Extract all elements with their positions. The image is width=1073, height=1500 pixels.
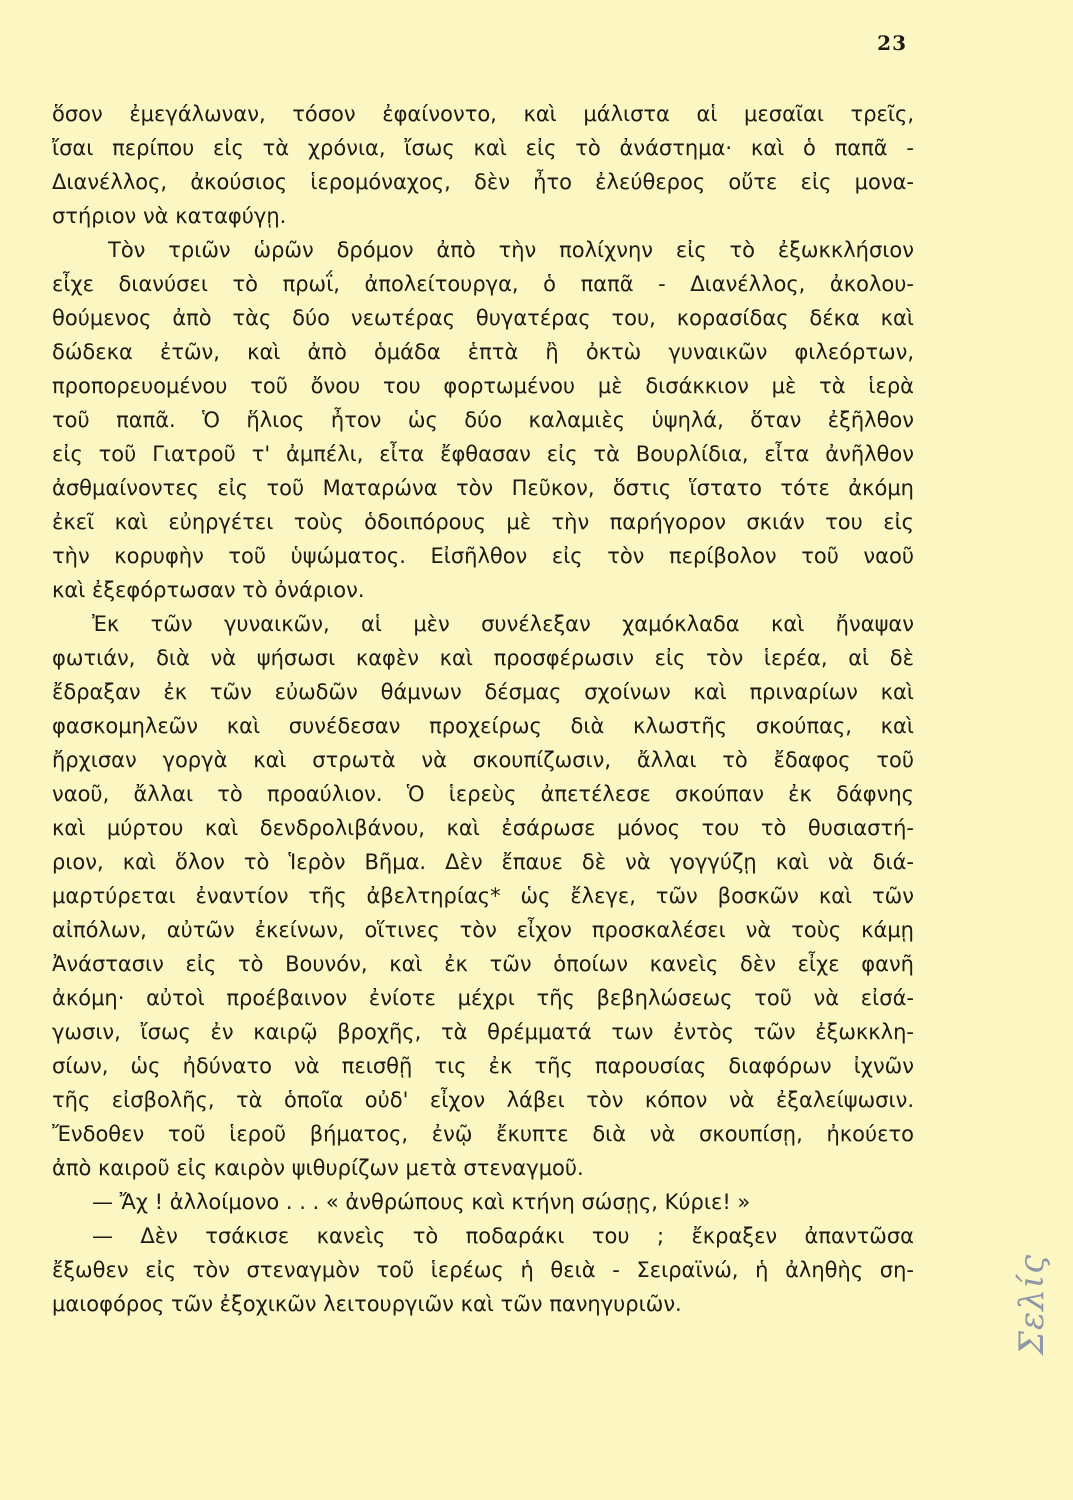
text-line: εἰς τοῦ Γιατροῦ τ' ἀμπέλι, εἶτα ἔφθασαν εἰς τὰ Βουρλίδια, εἶτα ἀνῆλθον xyxy=(52,442,914,466)
text-line: ἀκόμη· αὐτοὶ προέβαινον ἐνίοτε μέχρι τῆς βεβηλώσεως τοῦ νὰ εἰσά- xyxy=(52,986,914,1010)
text-line: τὴν κορυφὴν τοῦ ὑψώματος. Εἰσῆλθον εἰς τὸν περίβολον τοῦ ναοῦ xyxy=(52,544,914,568)
text-line: αἰπόλων, αὐτῶν ἐκείνων, οἵτινες τὸν εἶχον προσκαλέσει νὰ τοὺς κάμῃ xyxy=(52,918,914,942)
text-line: μαρτύρεται ἐναντίον τῆς ἀβελτηρίας* ὡς ἔλεγε, τῶν βοσκῶν καὶ τῶν xyxy=(52,884,914,908)
body-text xyxy=(52,97,914,1321)
margin-annotation xyxy=(1002,1210,1052,1360)
text-line: σίων, ὡς ἠδύνατο νὰ πεισθῇ τις ἐκ τῆς παρουσίας διαφόρων ἰχνῶν xyxy=(52,1054,914,1078)
margin-annotation-text: Σελίς xyxy=(1012,1253,1052,1355)
page-number: 23 xyxy=(877,31,907,55)
text-line: θούμενος ἀπὸ τὰς δύο νεωτέρας θυγατέρας του, κορασίδας δέκα καὶ xyxy=(52,306,914,330)
text-line: εἶχε διανύσει τὸ πρωΐ, ἀπολείτουργα, ὁ παπᾶ - Διανέλλος, ἀκολου- xyxy=(52,272,914,296)
text-line: Ἔνδοθεν τοῦ ἱεροῦ βήματος, ἐνῷ ἔκυπτε διὰ νὰ σκουπίσῃ, ἠκούετο xyxy=(52,1122,914,1146)
text-line: δώδεκα ἐτῶν, καὶ ἀπὸ ὁμάδα ἑπτὰ ἢ ὀκτὼ γυναικῶν φιλεόρτων, xyxy=(52,340,914,364)
text-line: Διανέλλος, ἀκούσιος ἱερομόναχος, δὲν ἦτο ἐλεύθερος οὔτε εἰς μονα- xyxy=(52,170,914,194)
text-line: καὶ μύρτου καὶ δενδρολιβάνου, καὶ ἐσάρωσε μόνος του τὸ θυσιαστή- xyxy=(52,816,914,840)
text-line: ἔδραξαν ἐκ τῶν εὐωδῶν θάμνων δέσμας σχοίνων καὶ πριναρίων καὶ xyxy=(52,680,914,704)
text-line: τοῦ παπᾶ. Ὁ ἥλιος ἦτον ὡς δύο καλαμιὲς ὑψηλά, ὅταν ἐξῆλθον xyxy=(52,408,914,432)
text-line: ἀπὸ καιροῦ εἰς καιρὸν ψιθυρίζων μετὰ στεναγμοῦ. xyxy=(52,1156,584,1180)
text-line: ἀσθμαίνοντες εἰς τοῦ Ματαρώνα τὸν Πεῦκον, ὅστις ἵστατο τότε ἀκόμη xyxy=(52,476,914,500)
text-line: προπορευομένου τοῦ ὄνου του φορτωμένου μὲ δισάκκιον μὲ τὰ ἱερὰ xyxy=(52,374,914,398)
text-line: Ἐκ τῶν γυναικῶν, αἱ μὲν συνέλεξαν χαμόκλαδα καὶ ἤναψαν xyxy=(92,612,914,636)
text-line: στήριον νὰ καταφύγῃ. xyxy=(52,204,287,228)
text-line: ὅσον ἐμεγάλωναν, τόσον ἐφαίνοντο, καὶ μάλιστα αἱ μεσαῖαι τρεῖς, xyxy=(52,102,914,126)
text-line: ἴσαι περίπου εἰς τὰ χρόνια, ἴσως καὶ εἰς τὸ ἀνάστημα· καὶ ὁ παπᾶ - xyxy=(52,136,914,160)
text-line: ἐκεῖ καὶ εὐηργέτει τοὺς ὁδοιπόρους μὲ τὴν παρήγορον σκιάν του εἰς xyxy=(52,510,914,534)
dialogue-line: — Ἄχ ! ἀλλοίμονο . . . « ἀνθρώπους καὶ κτήνη σώσῃς, Κύριε! » xyxy=(92,1190,751,1214)
dialogue-line: — Δὲν τσάκισε κανεὶς τὸ ποδαράκι του ; ἔκραξεν ἀπαντῶσα xyxy=(92,1224,914,1248)
text-line: ἤρχισαν γοργὰ καὶ στρωτὰ νὰ σκουπίζωσιν, ἄλλαι τὸ ἔδαφος τοῦ xyxy=(52,748,914,772)
text-line: καὶ ἐξεφόρτωσαν τὸ ὀνάριον. xyxy=(52,578,365,602)
text-line: Τὸν τριῶν ὡρῶν δρόμον ἀπὸ τὴν πολίχνην εἰς τὸ ἐξωκκλήσιον xyxy=(108,238,914,262)
text-line: φασκομηλεῶν καὶ συνέδεσαν προχείρως διὰ κλωστῆς σκούπας, καὶ xyxy=(52,714,914,738)
text-line: Ἀνάστασιν εἰς τὸ Βουνόν, καὶ ἐκ τῶν ὁποίων κανεὶς δὲν εἶχε φανῆ xyxy=(52,952,914,976)
text-line: ἔξωθεν εἰς τὸν στεναγμὸν τοῦ ἱερέως ἡ θειὰ - Σειραϊνώ, ἡ ἀληθὴς ση- xyxy=(52,1258,914,1282)
text-line: τῆς εἰσβολῆς, τὰ ὁποῖα οὐδ' εἶχον λάβει τὸν κόπον νὰ ἐξαλείψωσιν. xyxy=(52,1088,914,1112)
text-line: γωσιν, ἴσως ἐν καιρῷ βροχῆς, τὰ θρέμματά των ἐντὸς τῶν ἐξωκκλη- xyxy=(52,1020,914,1044)
text-line: φωτιάν, διὰ νὰ ψήσωσι καφὲν καὶ προσφέρωσιν εἰς τὸν ἱερέα, αἱ δὲ xyxy=(52,646,914,670)
text-line: μαιοφόρος τῶν ἐξοχικῶν λειτουργιῶν καὶ τῶν πανηγυριῶν. xyxy=(52,1292,682,1316)
text-line: ναοῦ, ἄλλαι τὸ προαύλιον. Ὁ ἱερεὺς ἀπετέλεσε σκούπαν ἐκ δάφνης xyxy=(52,782,914,806)
text-line: ριον, καὶ ὅλον τὸ Ἱερὸν Βῆμα. Δὲν ἔπαυε δὲ νὰ γογγύζῃ καὶ νὰ διά- xyxy=(52,850,914,874)
